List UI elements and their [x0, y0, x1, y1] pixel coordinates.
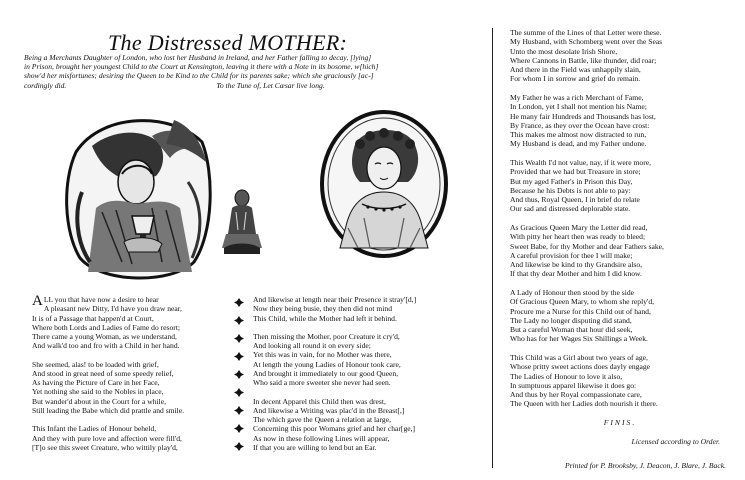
verse-line: The Lady no longer disputing did stand,: [510, 315, 632, 325]
verse-line: Of Gracious Queen Mary, to whom she reply'd,: [510, 297, 655, 307]
verse-line: Procure me a Nurse for this Child out of hand,: [510, 306, 651, 316]
verse-line: If that thy dear Mother and him I did know.: [510, 269, 642, 279]
finis-mark: FINIS.: [603, 418, 637, 427]
stanza: [32, 424, 227, 452]
verse-line: The summe of the Lines of that Letter were these.: [510, 28, 662, 37]
stanza: [510, 223, 730, 279]
stanza: [253, 332, 485, 388]
verse-line: A careful provision for thee I will make;: [510, 250, 633, 260]
verse-column-right: [510, 28, 730, 470]
verse-line: And there in the Field was unhappily slain,: [510, 65, 641, 74]
verse-line: But wander'd about in the Court for a while,: [32, 396, 167, 406]
verse-line: It is of a Passage that happen'd at Court,: [32, 313, 154, 323]
verse-line: Yet this was in vain, for no Mother was there,: [253, 350, 392, 360]
intro-line: in Prison, brought her youngest Child to the Court at Kensington, leaving it there with a Note in its bosome, w[hich]: [24, 62, 379, 72]
verse-line: But a careful Woman that hour did seek,: [510, 325, 633, 334]
verse-line: Where Cannons in Battle, like thunder, did roar;: [510, 55, 657, 65]
verse-line: As now in these following Lines will appear,: [253, 433, 390, 443]
license-note: Licensed according to Order.: [631, 437, 720, 447]
stanza: [253, 295, 485, 323]
woodcut-oval-portrait: [318, 108, 450, 260]
verse-line: If that you are willing to lend but an Ear.: [253, 442, 377, 452]
verse-line: This makes me almost now distracted to run,: [510, 130, 647, 139]
verse-line: The which gave the Queen a relation at large,: [253, 415, 391, 425]
intro-line: [24, 81, 479, 90]
verse-line: In decent Apparel this Child then was drest,: [253, 396, 386, 406]
verse-line: With pitty her heart then was ready to bleed;: [510, 232, 646, 242]
ballad-title: The Distressed MOTHER:: [108, 30, 348, 55]
verse-line: By France, as they over the Ocean have crost:: [510, 120, 650, 130]
verse-line: And they with pure love and affection were fill'd,: [32, 433, 182, 443]
stanza: [510, 158, 730, 214]
verse-line: And likewise a Writing was plac'd in the Breast[,]: [253, 405, 405, 415]
verse-line: Because he his Debts is not able to pay:: [510, 185, 631, 195]
verse-line: A Lady of Honour then stood by the side: [510, 288, 635, 297]
stanza: [510, 28, 730, 84]
verse-line: This Wealth I'd not value, nay, if it were more,: [510, 158, 651, 167]
verse-line: At length the young Ladies of Honour took care,: [253, 359, 401, 369]
ornament-icon: [234, 298, 244, 307]
verse-line: In sumptuous apparel likewise it does go:: [510, 380, 637, 390]
woodcut-woman-with-cup: [62, 112, 214, 284]
verse-line: My Husband, with Schomberg went over the Seas: [510, 37, 663, 47]
verse-line: Where both Lords and Ladies of Fame do resort;: [32, 322, 181, 332]
verse-line: Concerning this poor Womans grief and her char[ge,]: [253, 424, 416, 434]
tune-line: To the Tune of, Let Cæsar live long.: [216, 80, 325, 90]
column-divider: [492, 28, 493, 468]
ornament-icon: [234, 352, 244, 361]
verse-line: As Gracious Queen Mary the Letter did read,: [510, 223, 648, 232]
verse-line: My Father he was a rich Merchant of Fame,: [510, 93, 644, 102]
verse-line: And likewise be kind to thy Grandsire also,: [510, 260, 643, 269]
ornament-icon: [234, 442, 244, 451]
stanza: [253, 397, 485, 453]
stanza: [32, 360, 227, 416]
verse-line: And brought it immediately to our good Queen,: [253, 368, 399, 378]
verse-line: This Infant the Ladies of Honour beheld,: [32, 424, 157, 434]
intro-line: show'd her misfortunes; desiring the Queen to be Kind to the Child for its parents sake; which she graciously [ac-]: [24, 71, 374, 81]
verse-line: Now they being busie, they then did not mind: [253, 304, 392, 314]
verse-line: My Husband is dead, and my Father undone.: [510, 139, 647, 149]
verse-line: And thus by her Royal compassionate care,: [510, 390, 642, 399]
verse-line: And stood in great need of some speedy relief,: [32, 368, 174, 378]
ornament-icon: [234, 388, 244, 397]
woodcut-small-figure: [222, 186, 262, 256]
verse-line: Unto the most desolate Irish Shore,: [510, 46, 618, 56]
verse-line: Still leading the Babe which did prattle and smile.: [32, 405, 185, 415]
drop-cap: A: [32, 293, 43, 309]
verse-line: She seemed, alas! to be loaded with grief,: [32, 359, 159, 369]
verse-line: Sweet Babe, for thy Mother and dear Fathers sake,: [510, 241, 664, 251]
ornament-icon: [234, 334, 244, 343]
intro-text: [24, 53, 479, 90]
intro-line-end: cordingly did.: [24, 80, 67, 90]
printer-imprint: Printed for P. Brooksby, J. Deacon, J. Blare, J. Back.: [564, 460, 726, 470]
verse-column-left: [32, 295, 227, 461]
verse-line: Then missing the Mother, poor Creature it cry'd,: [253, 331, 400, 341]
ornament-icon: [234, 406, 244, 415]
verse-line: There came a young Woman, as we understand,: [32, 332, 177, 341]
verse-line: He many fair Hundreds and Thousands has lost,: [510, 111, 656, 121]
verse-line: Who said a more sweeter she never had seen.: [253, 378, 391, 388]
verse-line: The Ladies of Honour to love it also,: [510, 371, 623, 381]
verse-line: And walk'd too and fro with a Child in her hand.: [32, 341, 180, 351]
verse-line: A pleasant new Ditty, I'd have you draw near,: [43, 304, 182, 314]
verse-line: [T]o see this sweet Creature, who wittily play'd,: [32, 442, 178, 452]
intro-line: Being a Merchants Daughter of London, who lost her Husband in Ireland, and her Father falling to decay, [lying]: [24, 53, 372, 62]
verse-line: This Child, while the Mother had left it behind.: [253, 313, 397, 323]
verse-line-text: LL you that have now a desire to hear: [43, 295, 159, 304]
stanza: [510, 288, 730, 344]
verse-line: And looking all round it on every side;: [253, 341, 371, 351]
verse-line: Who has for her Wages Six Shillings a Week.: [510, 334, 648, 344]
verse-line: Whose pritty sweet actions does dayly engage: [510, 362, 651, 372]
verse-line: Our sad and distressed deplorable state.: [510, 204, 631, 214]
verse-line: As having the Picture of Care in her Face,: [32, 378, 160, 388]
stanza: [510, 93, 730, 149]
stanza: [32, 295, 227, 351]
verse-line: Provided that we had but Treasure in store;: [510, 167, 641, 177]
verse-line: This Child was a Girl about two years of age,: [510, 353, 648, 362]
verse-line: In London, yet I shall not mention his Name;: [510, 102, 647, 112]
stanza: [510, 353, 730, 409]
verse-line: And likewise at length near their Presence it stray'[d,]: [253, 295, 417, 304]
verse-line: Yet nothing she said to the Nobles in place,: [32, 387, 164, 397]
verse-column-middle: [253, 295, 485, 461]
ornament-icon: [234, 370, 244, 379]
verse-line: But my aged Father's in Prison this Day,: [510, 176, 633, 186]
ornament-icon: [234, 424, 244, 433]
verse-line: For whom I in sorrow and grief do remain.: [510, 74, 641, 84]
verse-line: The Queen with her Ladies doth nourish it there.: [510, 399, 658, 409]
ornament-icon: [234, 316, 244, 325]
verse-line: And thus, Royal Queen, I in brief do relate: [510, 195, 640, 204]
